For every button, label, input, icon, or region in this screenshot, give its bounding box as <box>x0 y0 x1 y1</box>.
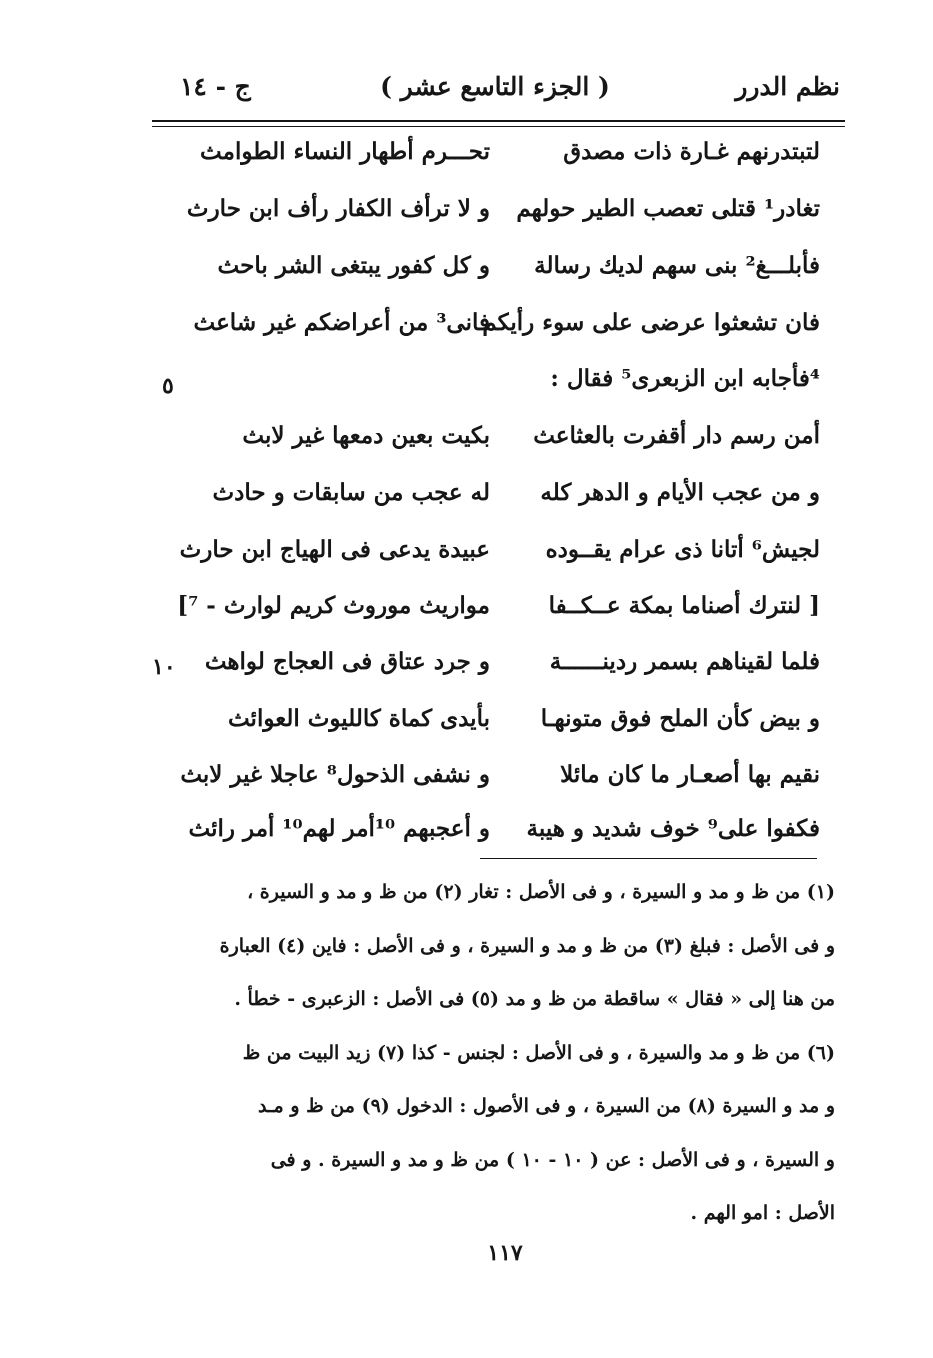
verse-first-hemistich: تغادر¹ قتلى تعصب الطير حولهم <box>516 195 820 222</box>
footnote-separator <box>480 858 817 859</box>
verse-second-hemistich: بأيدى كماة كالليوث العوائث <box>227 705 490 732</box>
margin-line-number: ١٠ <box>152 654 176 680</box>
verse-first-hemistich: فلما لقيناهم بسمر ردينــــــة <box>549 648 820 675</box>
verse-second-hemistich: و كل كفور يبتغى الشر باحث <box>217 252 490 279</box>
footnote-line: (١) من ظ و مد و السيرة ، و فى الأصل : تغار (٢) من ظ و مد و السيرة ، <box>247 881 835 903</box>
verse-first-hemistich: نقيم بها أصعـار ما كان مائلا <box>560 761 820 788</box>
footnote-line: من هنا إلى « فقال » ساقطة من ظ و مد (٥) فى الأصل : الزعبرى - خطأ . <box>234 988 835 1010</box>
verse-second-hemistich: مواريث موروث كريم لوارث - ⁷] <box>177 592 490 619</box>
verse-second-hemistich: و جرد عتاق فى العجاج لواهث <box>204 648 490 675</box>
part-title: ( الجزء التاسع عشر ) <box>380 72 610 101</box>
verse-second-hemistich: و لا ترأف الكفار رأف ابن حارث <box>186 195 490 222</box>
header-rule-thick <box>152 120 845 122</box>
verse-second-hemistich: فانى³ من أعراضكم غير شاعث <box>193 309 490 336</box>
verse-line <box>180 815 820 855</box>
verse-line <box>180 252 820 292</box>
page-number: ١١٧ <box>487 1240 523 1266</box>
verse-second-hemistich: تحـــرم أطهار النساء الطوامث <box>200 138 490 165</box>
prose-line: ⁴فأجابه ابن الزبعرى⁵ فقال : <box>550 365 820 392</box>
verse-second-hemistich: و نشفى الذحول⁸ عاجلا غير لابث <box>180 761 490 788</box>
verse-line <box>180 422 820 462</box>
verse-first-hemistich: فان تشعثوا عرضى على سوء رأيكم <box>482 309 820 336</box>
verse-first-hemistich: لجيش⁶ أتانا ذى عرام يقــوده <box>545 536 820 563</box>
footnote-line: و فى الأصل : فبلغ (٣) من ظ و مد و السيرة ، و فى الأصل : فاين (٤) العبارة <box>219 934 835 957</box>
footnote-line: (٦) من ظ و مد والسيرة ، و فى الأصل : لجنس - كذا (٧) زيد البيت من ظ <box>242 1041 835 1064</box>
verse-second-hemistich: له عجب من سابقات و حادث <box>212 479 490 506</box>
verse-second-hemistich: بكيت بعين دمعها غير لابث <box>242 422 490 449</box>
verse-line <box>180 479 820 519</box>
header-rule-thin <box>152 126 845 127</box>
verse-line <box>177 592 820 632</box>
verse-line <box>180 761 820 801</box>
verse-line <box>180 138 820 178</box>
verse-first-hemistich: و من عجب الأيام و الدهر كله <box>540 479 820 506</box>
volume-number: ج - ١٤ <box>180 72 251 101</box>
footnote-line: الأصل : امو الهم . <box>690 1202 835 1224</box>
margin-line-number: ٥ <box>162 373 174 399</box>
verse-first-hemistich: [ لنترك أصناما بمكة عــكــفا <box>548 592 820 619</box>
verse-first-hemistich: أمن رسم دار أقفرت بالعثاعث <box>533 422 820 449</box>
book-title: نظم الدرر <box>735 72 840 101</box>
verse-second-hemistich: و أعجبهم ¹⁰أمر لهم¹⁰ أمر رائث <box>188 815 490 842</box>
verse-first-hemistich: فأبلـــغ² بنى سهم لديك رسالة <box>534 252 820 279</box>
verse-first-hemistich: فكفوا على⁹ خوف شديد و هيبة <box>526 815 820 842</box>
footnote-line: و مد و السيرة (٨) من السيرة ، و فى الأصول : الدخول (٩) من ظ و مـد <box>258 1095 835 1117</box>
verse-line <box>180 309 820 349</box>
verse-second-hemistich: عبيدة يدعى فى الهياج ابن حارث <box>179 536 490 563</box>
verse-line <box>180 536 820 576</box>
verse-line <box>180 195 820 235</box>
footnotes <box>180 872 835 1247</box>
footnote-line: و السيرة ، و فى الأصل : عن ( ١٠ - ١٠ ) من ظ و مد و السيرة . و فى <box>270 1148 835 1171</box>
verse-line <box>180 705 820 745</box>
verse-line <box>180 648 820 688</box>
running-header <box>150 72 840 112</box>
verse-first-hemistich: لتبتدرنهم غـارة ذات مصدق <box>563 138 820 165</box>
verse-first-hemistich: و بيض كأن الملح فوق متونهـا <box>540 705 820 732</box>
